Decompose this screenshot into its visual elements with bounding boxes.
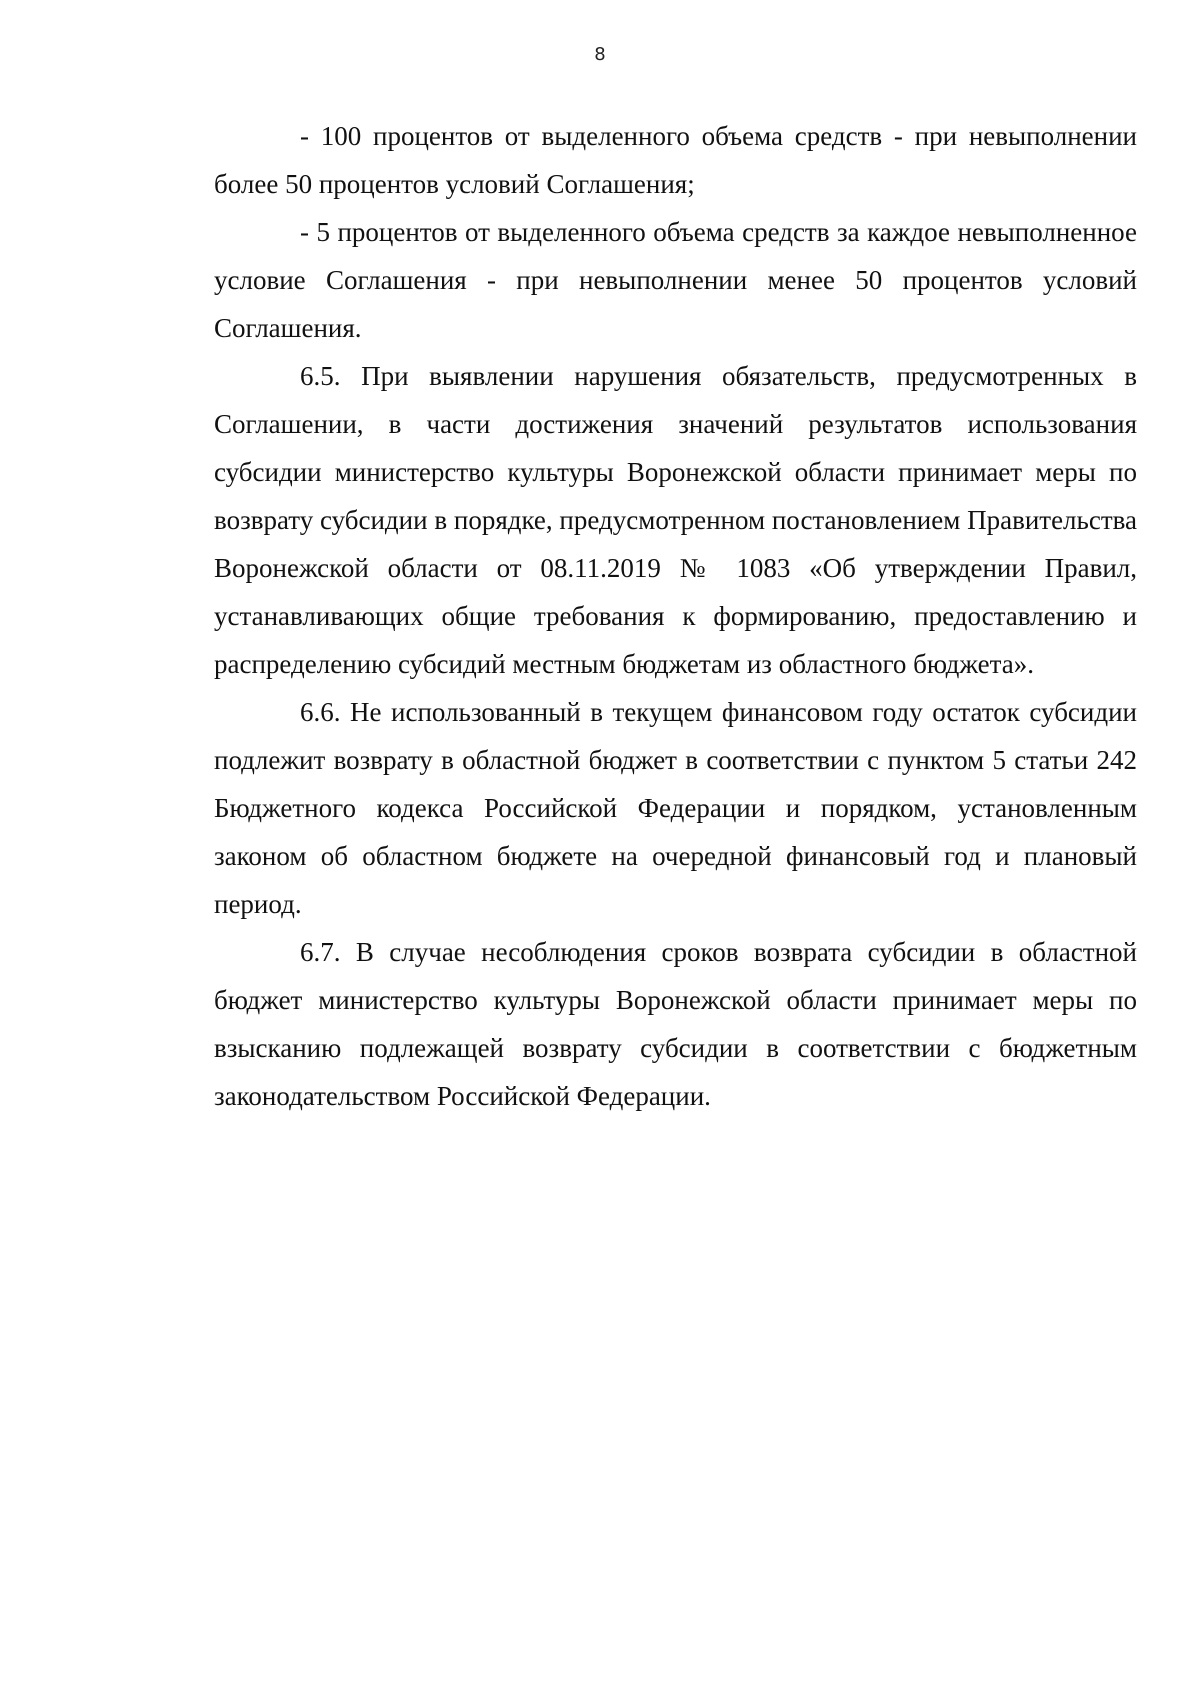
document-body (214, 112, 1137, 1120)
paragraph-penalty-100: - 100 процентов от выделенного объема средств - при невыполнении более 50 процентов условий Соглашения; (214, 121, 1137, 199)
paragraph-6-5: 6.5. При выявлении нарушения обязательств, предусмотренных в Соглашении, в части достижения значений результатов использования субсидии министерство культуры Воронежской области принимает меры по возврату субсидии в порядке, предусмотренном постановлением Правительства Воронежской области от 08.11.2019 № 1083 «Об утверждении Правил, устанавливающих общие требования к формированию, предоставлению и распределению субсидий местным бюджетам из областного бюджета». (214, 361, 1137, 679)
paragraph-6-6: 6.6. Не использованный в текущем финансовом году остаток субсидии подлежит возврату в областной бюджет в соответствии с пунктом 5 статьи 242 Бюджетного кодекса Российской Федерации и порядком, установленным законом об областном бюджете на очередной финансовый год и плановый период. (214, 697, 1137, 919)
page-number: 8 (594, 44, 606, 65)
paragraph-6-7: 6.7. В случае несоблюдения сроков возврата субсидии в областной бюджет министерство культуры Воронежской области принимает меры по взысканию подлежащей возврату субсидии в соответствии с бюджетным законодательством Российской Федерации. (214, 937, 1137, 1111)
paragraph-penalty-5: - 5 процентов от выделенного объема средств за каждое невыполненное условие Соглашения - при невыполнении менее 50 процентов условий Соглашения. (214, 217, 1137, 343)
